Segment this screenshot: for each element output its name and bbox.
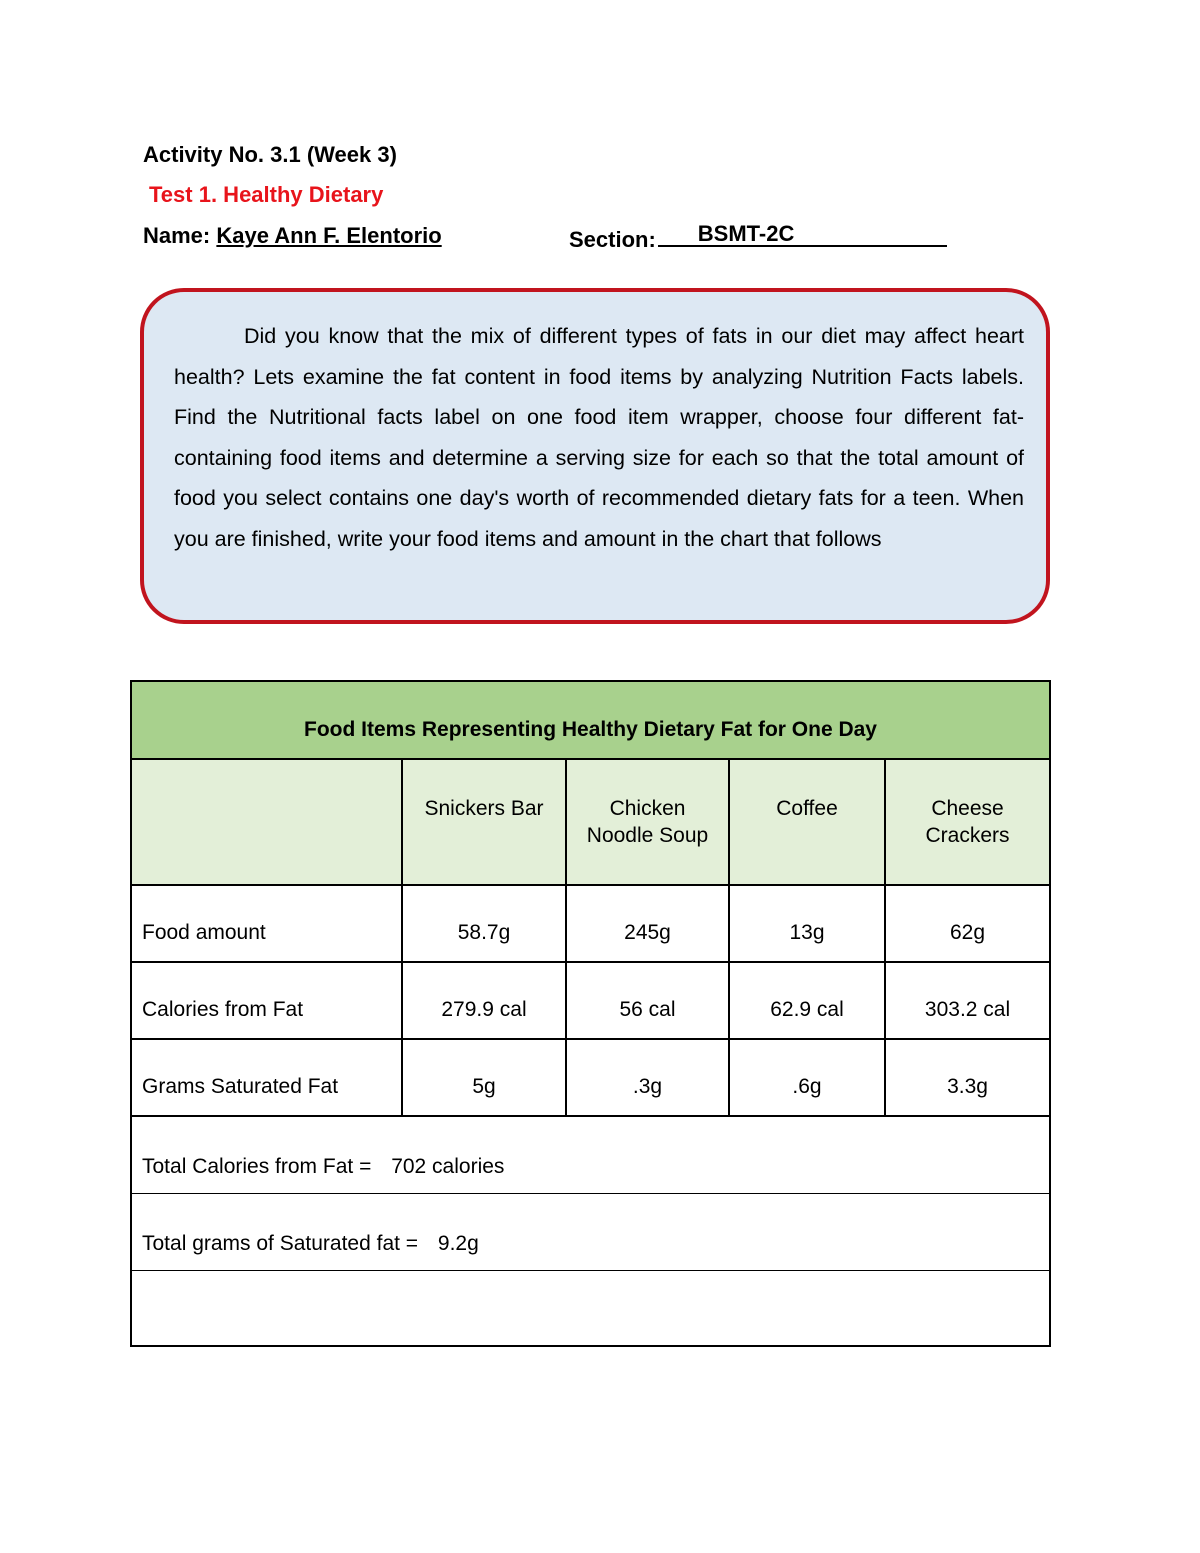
table-cell: .3g xyxy=(566,1039,729,1116)
total-saturated-label: Total grams of Saturated fat = xyxy=(142,1231,419,1255)
column-header-line1: Cheese xyxy=(931,797,1004,820)
table-cell: 5g xyxy=(402,1039,566,1116)
table-row xyxy=(131,885,1050,962)
column-header-line2: Noodle Soup xyxy=(586,824,709,847)
table-row xyxy=(131,962,1050,1039)
activity-heading: Activity No. 3.1 (Week 3) xyxy=(143,142,397,167)
total-saturated-value: 9.2g xyxy=(437,1231,479,1255)
table-cell: 245g xyxy=(566,885,729,962)
empty-cell xyxy=(131,1270,1050,1346)
table-cell: 58.7g xyxy=(402,885,566,962)
fat-table xyxy=(130,680,1051,1347)
section-underline xyxy=(658,223,947,247)
column-header xyxy=(402,759,566,885)
section-field xyxy=(569,223,947,253)
table-cell: 62g xyxy=(885,885,1050,962)
total-saturated-row xyxy=(131,1193,1050,1270)
table-cell: 303.2 cal xyxy=(885,962,1050,1039)
column-header xyxy=(885,759,1050,885)
name-field xyxy=(143,223,442,249)
name-value: Kaye Ann F. Elentorio xyxy=(216,223,442,248)
column-header-line1: Snickers Bar xyxy=(424,797,544,820)
row-label: Food amount xyxy=(131,885,402,962)
total-calories-value: 702 calories xyxy=(391,1154,505,1178)
table-cell: 279.9 cal xyxy=(402,962,566,1039)
table-cell: 62.9 cal xyxy=(729,962,885,1039)
table-header-row xyxy=(131,759,1050,885)
section-label: Section: xyxy=(569,227,656,252)
column-header-line2: Crackers xyxy=(925,824,1010,847)
test-heading: Test 1. Healthy Dietary xyxy=(149,182,384,207)
row-label: Grams Saturated Fat xyxy=(131,1039,402,1116)
section-value: BSMT-2C xyxy=(697,221,795,246)
table-cell: 13g xyxy=(729,885,885,962)
instruction-text: Did you know that the mix of different types of fats in our diet may affect heart health? Lets examine the fat content in food items by analyzing Nutrition Facts labels. Find the Nutritional facts label on one food item wrapper, choose four different fat-containing food items and determine a serving size for each so that the total amount of food you select contains one day's worth of recommended dietary fats for a teen. When you are finished, write your food items and amount in the chart that follows xyxy=(174,324,1024,551)
column-header xyxy=(729,759,885,885)
table-cell: 3.3g xyxy=(885,1039,1050,1116)
table-cell: 56 cal xyxy=(566,962,729,1039)
table-title-row xyxy=(131,681,1050,759)
name-label: Name: xyxy=(143,223,211,248)
table-row xyxy=(131,1039,1050,1116)
instruction-callout xyxy=(140,288,1050,624)
empty-row xyxy=(131,1270,1050,1346)
table-cell: .6g xyxy=(729,1039,885,1116)
table-title: Food Items Representing Healthy Dietary Fat for One Day xyxy=(131,681,1050,759)
column-header-line1: Coffee xyxy=(776,797,838,820)
total-calories-row xyxy=(131,1116,1050,1193)
total-calories-label: Total Calories from Fat = xyxy=(142,1154,372,1178)
column-header-line1: Chicken xyxy=(609,797,686,820)
header-empty-cell xyxy=(131,759,402,885)
column-header xyxy=(566,759,729,885)
row-label: Calories from Fat xyxy=(131,962,402,1039)
